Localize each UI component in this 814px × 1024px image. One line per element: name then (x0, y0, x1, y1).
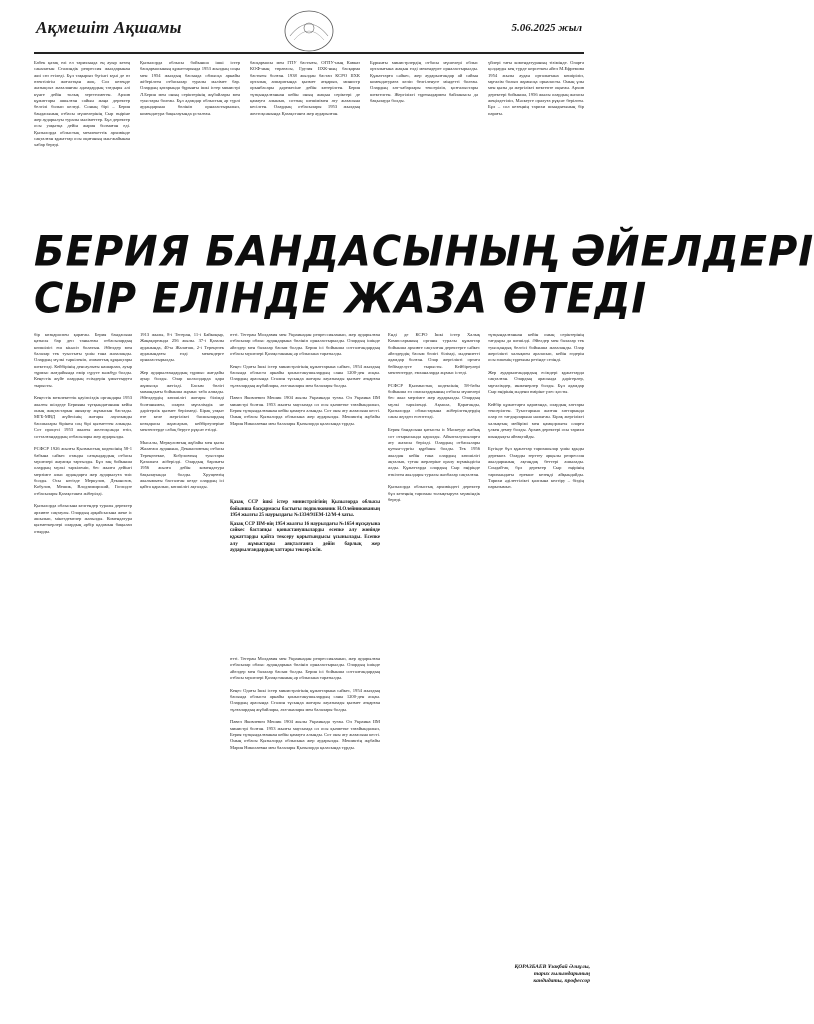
author-signature (486, 964, 590, 985)
article-column-4: Енді де КСРО Ішкі істер Халық Комиссарының органы туралы құжаттар бойынша архивте сақталған деректерге сәйкес әйелдердің басым бөлігі білімді, мәдениетті адамдар болған. Олар жергілікті ортаға бейімделуге тырысты. Кейбіреулері мектептерде, емханаларда жұмыс істеді. РСФСР Қылмыстық кодексінің 58-бабы бойынша ел опасыздарының отбасы мүшелері бес жыл мерзімге жер аударылды. Олардың мүлкі тәркіленді. Ақмола, Қарағанды, Қызылорда облыстарына жіберілгендердің саны жүздеп есептелді. Берия бандасына қатысты іс Мәскеуде жабық сот отырысында қаралды. Айыпталушыларға ату жазасы берілді. Олардың отбасылары қуғын-сүргін құрбаны болды. Тек 1956 жылдан кейін ғана олардың көпшілігі ақталып, туған жерлеріне оралу мүмкіндігін алды. Құжаттарда олардың Сыр өңірінде өткізген жылдары туралы жазбалар сақталған. Қызылорда облыстық архивіндегі деректер бұл кезеңнің тарихын толықтыруға мүмкіндік береді. (388, 332, 480, 502)
headline-line-1: БЕРИЯ БАНДАСЫНЫҢ ӘЙЕЛДЕРІ (34, 227, 814, 277)
article-column-top-2: Қызылорда облысы бойынша ішкі істер басқармасының құжаттарында 1953 жылдың соңы мен 1954 жылдың басында облысқа арнайы жіберілген отбасылар туралы мәлімет бар. Олардың қатарында бұрынғы ішкі істер министрі Л.Берия мен оның серіктерінің жұбайлары мен туыстары болған. Бұл адамдар облыстың әр түрлі аудандарына бөлініп орналастырылып, комендатура бақылауында ұсталған. (140, 60, 240, 116)
article-column-top-1: Бабек қазақ елі ел тарихында ең ауыр кезең саналатын Сталиндік репрессия жылдарынан жиі сөз етіледі. Бұл тақырып бүгінгі күні де өз өзектілігін жоғалтқан жоқ. Сол кезеңде жазықсыз жазаланған адамдардың тағдыры әлі күнге дейін толық зерттелмеген. Архив құжаттары ашылған сайын жаңа деректер белгілі болып келеді. Соның бірі – Берия бандасының отбасы мүшелерінің Сыр өңіріне жер аударылуы туралы мәліметтер. Бұл деректер осы уақытқа дейін жария болмаған еді. Қызылорда облыстық мемлекеттік архивінде сақталған құжаттар осы оқиғаның мән-жайынан хабар береді. (34, 60, 130, 148)
newspaper-emblem-icon (282, 6, 336, 56)
article-column-top-4: Бұрынғы министрлердің отбасы мүшелері облыс орталығына жақын елді мекендерге орналастырылды. Құжаттарға сәйкес, жер аударылғандар ай сайын комендатураға келіп белгіленуге міндетті болған. Олардың хат-хабарлары тексеріліп, қозғалыстары шектелген. Жергілікті тұрғындармен байланысы да бақылауда болды. (370, 60, 478, 104)
author-name: ҚОРАЗБАЕВ Ұзақбай Әлиұлы, (514, 964, 590, 970)
article-column-1: бір көзқараспен қараған. Берия бандасына қатысы бар деп танылған отбасылардың көпшілігі еш кінәсіз болатын. Әйелдер мен балалар тек туыстығы үшін ғана жазаланды. Олардың мүлкі тәркіленіп, азаматтық құқықтары шектелді. Кейбірінің денсаулығы нашарлап, ауыр тұрмыс жағдайында өмір сүруге мәжбүр болды. Кеңестік жүйе олардың есімдерін ұмыттыруға тырысты. Кеңестік мемлекеттік қауіпсіздік органдары 1953 жылғы шілдеде Берияны тұтқындағаннан кейін оның жақтастарын анықтау жұмысын бастады. МГБ-МВД жүйесінің жоғары лауазымды басшылары бірінен соң бірі қызметтен алынды. Сот процесі 1953 жылғы желтоқсанда өтіп, сотталғандардың отбасылары жер аударылды. РСФСР 1926 жылғы Қылмыстық кодексінің 58-1 бабына сәйкес отанды сатқандардың отбасы мүшелері жауапқа тартылды. Бұл заң бойынша олардың мүлкі тәркіленіп, бес жылға дейінгі мерзімге алыс аудандарға жер аударылуға тиіс болды. Осы негізде Меркулов, Деканозов, Кобулов, Мешик, Влодзимирский, Гоглидзе отбасылары Қазақстанға жіберілді. Қызылорда облысына келгендер туралы деректер архивте сақтаулы. Олардың әрқайсысына жеке іс ашылып, мінездемелер жазылды. Комендатура қызметкерлері олардың әрбір қадамын бақылап отырды. (34, 332, 132, 534)
author-role-2: кандидаты, профессор (533, 978, 590, 984)
quote-paragraph-1: Қазақ ССР ішкі істер министрлігінің Қызылорда облысы бойынша басқармасы бастығы подполковник Н.Олейникованың 1954 жылғы 25 наурыздағы №1334/91ЕМ-12/М-4 хаты. (230, 500, 380, 519)
article-column-top-5: үйлері тағы комендатураның тізімінде. Оларға қолдауды кең түрде көрсеткен әйел М.Ефремова 1954 жылы аудан орталығына көшіріліп, мұғалім болып жұмысқа орналасты. Оның ұлы мен қызы да жергілікті мектепте оқыған. Архив деректері бойынша, 1956 жылы олардың жазасы жеңілдетіліп, Мәскеуге оралуға рұқсат берілген. Бұл – сол кезеңнің тарихи шындығының бір парағы. (488, 60, 584, 116)
article-column-3-lower: өтті. Тегеран Молдавия мен Украинадан репрессияланып, жер аударылған отбасылар облыс аудандарына бөлініп орналастырылды. Олардың ішінде әйелдер мен балалар басым болды. Берия ісі бойынша сотталғандардың отбасы мүшелері Қазақстанның әр облысына таратылды. Кеңес Одағы Ішкі істер министрлігінің құжаттарына сәйкес, 1954 жылдың басында облыста арнайы қоныстанушылардың саны 1200-ден асқан. Олардың арасында Сталин тұсында жоғары лауазымды қызмет атқарған тұлғалардың жұбайлары, ата-аналары мен балалары болды. Павел Яковлевич Мешик 1904 жылы Украинада туған. Ол Украина ІІМ министрі болған. 1953 жылғы маусымда ол осы қызметке тағайындалып, Берия тұтқындалғаннан кейін қамауға алынды. Сот оны ату жазасына кесті. Оның отбасы Қызылорда облысына жер аударылды. Мешиктің жұбайы Мария Николаевна мен балалары Қызылорда қаласында тұрды. (230, 656, 380, 750)
article-column-2: 1913 жылы, 8-і Тегеран, 11-і Байкоңыр, Жаңақорғанда 256 жылы. 37-і Қазалы ауданында, 40-ы Жалағаш, 2-і Тереңөзек ауданындағы елді мекендерге орналастырылды. Жер аударылғандардың тұрмыс жағдайы ауыр болды. Олар колхоздарда қара жұмысқа жегілді. Басым бөлігі мамандығы бойынша жұмыс таба алмады. Әйелдердің көпшілігі жоғары білімді болғанымен, оларға мұғалімдік не дәрігерлік қызмет берілмеді. Бірақ уақыт өте келе жергілікті басшылардың көзқарасы жұмсарып, кейбіреулеріне мектептерде сабақ беруге рұқсат етілді. Мысалы, Меркуловтың жұбайы мен қызы Жалағаш ауданына, Деканозовтың отбасы Тереңөзекке, Кобуловтың туыстары Қазалыға жіберілді. Олардың барлығы 1956 жылға дейін комендатура бақылауында болды. Хрущевтің жылымығы басталған кезде олардың ісі қайта қаралып, көпшілігі ақталды. (140, 332, 224, 490)
article-column-5: тұтқындалғаннан кейін оның серіктерінің тағдыры да шешілді. Әйелдер мен балалар тек туысқандық белгісі бойынша жазаланды. Олар жергілікті халықпен араласып, кейін өздерін осы өлкенің тұрғыны ретінде сезінді. Жер аударылғандардың есімдері құжаттарда сақталған. Олардың арасында дәрігерлер, мұғалімдер, инженерлер болды. Бұл адамдар Сыр өңірінің мәдени өміріне үлес қосты. Кейбір құжаттарға қарағанда, олардың хаттары тексерілген. Туыстарына жазған хаттарында олар өз тағдырларына налыған. Бірақ жергілікті халықтың мейірімі мен қамқорлығы оларға үлкен демеу болды. Архив деректері осы тарихи шындықты айғақтайды. Бүгінде бұл құжаттар тарихшылар үшін құнды дереккөз. Оларды зерттеу арқылы репрессия жылдарының ақтаңдақ беттері ашылады. Сондай-ақ бұл деректер Сыр өңірінің тарихындағы ерекше кезеңді айқындайды. Тарихи әділеттілікті қалпына келтіру – біздің парызымыз. (488, 332, 584, 490)
masthead-divider (34, 52, 584, 54)
highlighted-quote (230, 500, 380, 650)
quote-paragraph-2: Қазақ ССР ІІМ-нің 1954 жылғы 16 наурыздағы №1654 нұсқауына сәйкес бастапқы қоныстанушыларды есепке алу жөнінде құжаттарды қайта тексеру қорытындысы ұсынылады. Есепке алу жұмыстары аяқталғанға дейін барлық жер аударылғандардың хаттары тексерілсін. (230, 521, 380, 554)
article-column-top-3: басқармасы мен ГПУ бастығы, ОГПУ-ның Кавказ КОФ-ның төрағасы, Грузия ІІХК-ның басқарма бастығы болған. 1938 жылдан бастап КСРО ІІХК орталық аппаратында қызмет атқарып, министр орынбасары дәрежесіне дейін көтерілген. Берия тұтқындалғаннан кейін оның жақын серіктері де қамауға алынып, соттың шешімімен ату жазасына кесілген. Олардың отбасылары 1953 жылдың желтоқсанында Қазақстанға жер аударылған. (250, 60, 360, 116)
author-role-1: тарих ғылымдарының (533, 971, 590, 977)
masthead-title: Ақмешіт Ақшамы (36, 18, 182, 37)
article-column-3-upper: өтті. Тегеран Молдавия мен Украинадан репрессияланып, жер аударылған отбасылар облыс аудандарына бөлініп орналастырылды. Олардың ішінде әйелдер мен балалар басым болды. Берия ісі бойынша сотталғандардың отбасы мүшелері Қазақстанның әр облысына таратылды. Кеңес Одағы Ішкі істер министрлігінің құжаттарына сәйкес, 1954 жылдың басында облыста арнайы қоныстанушылардың саны 1200-ден асқан. Олардың арасында Сталин тұсында жоғары лауазымды қызмет атқарған тұлғалардың жұбайлары, ата-аналары мен балалары болды. Павел Яковлевич Мешик 1904 жылы Украинада туған. Ол Украина ІІМ министрі болған. 1953 жылғы маусымда ол осы қызметке тағайындалып, Берия тұтқындалғаннан кейін қамауға алынды. Сот оны ату жазасына кесті. Оның отбасы Қызылорда облысына жер аударылды. Мешиктің жұбайы Мария Николаевна мен балалары Қызылорда қаласында тұрды. (230, 332, 380, 426)
headline-line-2: СЫР ЕЛІНДЕ ЖАЗА ӨТЕДІ (34, 274, 648, 324)
issue-date: 5.06.2025 жыл (511, 22, 582, 34)
masthead (0, 0, 618, 58)
article-headline (34, 227, 814, 325)
